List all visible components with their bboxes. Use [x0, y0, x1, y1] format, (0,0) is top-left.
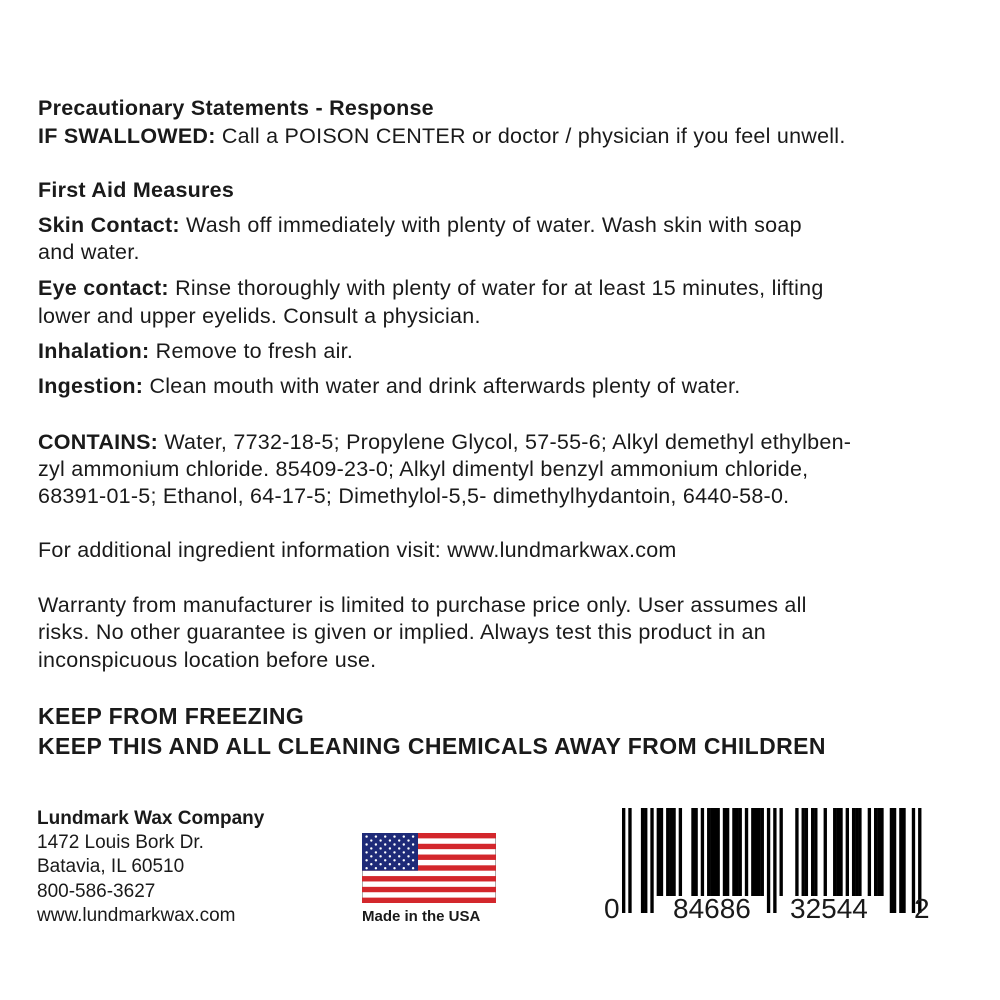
barcode-bar: [739, 808, 742, 896]
ingestion: [38, 373, 740, 399]
flag-star: [365, 843, 367, 845]
first-aid-heading: First Aid Measures: [38, 178, 235, 202]
barcode-digits-right: 32544: [790, 893, 868, 924]
barcode-bar: [735, 808, 738, 896]
barcode-bar: [657, 808, 660, 896]
flag-stripe: [362, 887, 496, 892]
barcode-bar: [874, 808, 877, 896]
flag-star: [393, 843, 395, 845]
barcode-bar: [679, 808, 682, 896]
barcode-bar: [836, 808, 839, 896]
flag-star: [384, 859, 386, 861]
flag-star: [370, 863, 372, 865]
flag-star: [375, 859, 377, 861]
company-phone: 800-586-3627: [37, 881, 156, 902]
barcode-bar: [814, 808, 817, 896]
barcode-bar: [893, 808, 896, 913]
barcode-bar: [745, 808, 748, 896]
flag-star: [379, 847, 381, 849]
barcode-bar: [761, 808, 764, 896]
warranty-text-1: Warranty from manufacturer is limited to purchase price only. User assumes all: [38, 593, 807, 617]
flag-star: [370, 839, 372, 841]
barcode-bar: [824, 808, 827, 896]
flag-star: [403, 843, 405, 845]
flag-star: [384, 843, 386, 845]
barcode-bar: [717, 808, 720, 896]
barcode-bar: [644, 808, 647, 913]
barcode-bar: [707, 808, 710, 896]
flag-stripe: [362, 898, 496, 903]
if-swallowed-text: Call a POISON CENTER or doctor / physician if you feel unwell.: [215, 124, 846, 148]
barcode-bar: [751, 808, 754, 896]
barcode-bar: [767, 808, 770, 913]
barcode-bar: [666, 808, 669, 896]
contains-text: Water, 7732-18-5; Propylene Glycol, 57-55-6; Alkyl demethyl ethylben-: [158, 430, 852, 454]
barcode-bar: [802, 808, 805, 896]
inhalation: [38, 338, 353, 364]
barcode-bar: [773, 808, 776, 913]
flag-star: [365, 859, 367, 861]
flag-star: [412, 843, 414, 845]
barcode-bar: [641, 808, 644, 913]
barcode-bar: [805, 808, 808, 896]
barcode-bar: [855, 808, 858, 896]
ingestion-text: Clean mouth with water and drink afterwards plenty of water.: [143, 374, 741, 398]
contains-text-2: zyl ammonium chloride. 85409-23-0; Alkyl dimentyl benzyl ammonium chloride,: [38, 457, 809, 481]
warranty-text-2: risks. No other guarantee is given or implied. Always test this product in an: [38, 620, 766, 644]
flag-star: [365, 835, 367, 837]
barcode-digits-left: 84686: [673, 893, 751, 924]
barcode-bar: [660, 808, 663, 896]
barcode-bar: [846, 808, 849, 896]
contains: [38, 429, 851, 455]
flag-star: [412, 851, 414, 853]
flag-star: [407, 847, 409, 849]
flag-star: [375, 851, 377, 853]
barcode-bar: [650, 808, 653, 913]
company-name: Lundmark Wax Company: [37, 808, 265, 829]
eye-contact: [38, 275, 824, 301]
flag-star: [403, 835, 405, 837]
flag-star: [365, 851, 367, 853]
barcode-bar: [726, 808, 729, 896]
skin-contact: [38, 212, 802, 238]
barcode-bar: [868, 808, 871, 896]
barcode-bar: [701, 808, 704, 896]
flag-star: [389, 855, 391, 857]
flag-star: [393, 835, 395, 837]
ingestion-label: Ingestion:: [38, 374, 144, 398]
flag-star: [403, 859, 405, 861]
flag-star: [393, 867, 395, 869]
ingredient-info: For additional ingredient information visit: www.lundmarkwax.com: [38, 538, 677, 562]
warning-children: KEEP THIS AND ALL CLEANING CHEMICALS AWAY FROM CHILDREN: [38, 733, 826, 759]
barcode-bar: [691, 808, 694, 896]
flag-star: [389, 839, 391, 841]
flag-star: [384, 851, 386, 853]
barcode-bar: [723, 808, 726, 896]
barcode-digit-check: 2: [914, 893, 930, 924]
barcode-bar: [694, 808, 697, 896]
barcode-bar: [877, 808, 880, 896]
flag-star: [398, 863, 400, 865]
barcode-bar: [713, 808, 716, 896]
inhalation-label: Inhalation:: [38, 339, 150, 363]
made-in-usa-label: Made in the USA: [362, 908, 481, 925]
flag-star: [412, 867, 414, 869]
barcode-bar: [899, 808, 902, 913]
inhalation-text: Remove to fresh air.: [149, 339, 354, 363]
upc-barcode: [600, 805, 940, 930]
flag-star: [393, 859, 395, 861]
barcode-bar: [902, 808, 905, 913]
barcode-bar: [672, 808, 675, 896]
barcode-bar: [622, 808, 625, 913]
flag-star: [403, 867, 405, 869]
flag-star: [389, 863, 391, 865]
barcode-digit-system: 0: [604, 893, 620, 924]
if-swallowed-label: IF SWALLOWED:: [38, 124, 216, 148]
us-flag-icon: [362, 833, 496, 903]
flag-star: [370, 855, 372, 857]
flag-star: [407, 839, 409, 841]
eye-contact-label: Eye contact:: [38, 276, 169, 300]
flag-star: [398, 847, 400, 849]
company-website: www.lundmarkwax.com: [37, 905, 236, 926]
flag-star: [384, 835, 386, 837]
flag-star: [379, 855, 381, 857]
barcode-bar: [795, 808, 798, 896]
barcode-bar: [880, 808, 883, 896]
skin-contact-text-2: and water.: [38, 240, 140, 264]
skin-contact-text: Wash off immediately with plenty of water. Wash skin with soap: [179, 213, 802, 237]
barcode-bar: [757, 808, 760, 896]
flag-star: [403, 851, 405, 853]
barcode-bar: [852, 808, 855, 896]
barcode-bar: [833, 808, 836, 896]
warning-freezing: KEEP FROM FREEZING: [38, 703, 305, 729]
skin-contact-label: Skin Contact:: [38, 213, 180, 237]
contains-label: CONTAINS:: [38, 430, 159, 454]
response-heading: Precautionary Statements - Response: [38, 96, 434, 120]
barcode-bar: [890, 808, 893, 913]
barcode-bar: [628, 808, 631, 913]
flag-star: [398, 855, 400, 857]
barcode-bar: [754, 808, 757, 896]
flag-star: [412, 859, 414, 861]
if-swallowed-statement: [38, 123, 846, 149]
barcode-bar: [710, 808, 713, 896]
flag-star: [412, 835, 414, 837]
flag-stripe: [362, 876, 496, 881]
barcode-bar: [858, 808, 861, 896]
flag-star: [370, 847, 372, 849]
company-city: Batavia, IL 60510: [37, 856, 185, 877]
flag-star: [379, 863, 381, 865]
flag-star: [379, 839, 381, 841]
flag-star: [407, 863, 409, 865]
eye-contact-text-2: lower and upper eyelids. Consult a physician.: [38, 304, 481, 328]
flag-star: [365, 867, 367, 869]
barcode-bar: [780, 808, 783, 896]
barcode-bar: [732, 808, 735, 896]
flag-star: [389, 847, 391, 849]
flag-star: [375, 843, 377, 845]
warranty-text-3: inconspicuous location before use.: [38, 648, 377, 672]
company-street: 1472 Louis Bork Dr.: [37, 832, 204, 853]
eye-contact-text: Rinse thoroughly with plenty of water for at least 15 minutes, lifting: [168, 276, 824, 300]
barcode-bar: [811, 808, 814, 896]
flag-star: [375, 835, 377, 837]
contains-text-3: 68391-01-5; Ethanol, 64-17-5; Dimethylol-5,5- dimethylhydantoin, 6440-58-0.: [38, 484, 790, 508]
barcode-bar: [839, 808, 842, 896]
flag-star: [407, 855, 409, 857]
flag-star: [393, 851, 395, 853]
flag-star: [384, 867, 386, 869]
flag-star: [398, 839, 400, 841]
barcode-bar: [669, 808, 672, 896]
flag-star: [375, 867, 377, 869]
